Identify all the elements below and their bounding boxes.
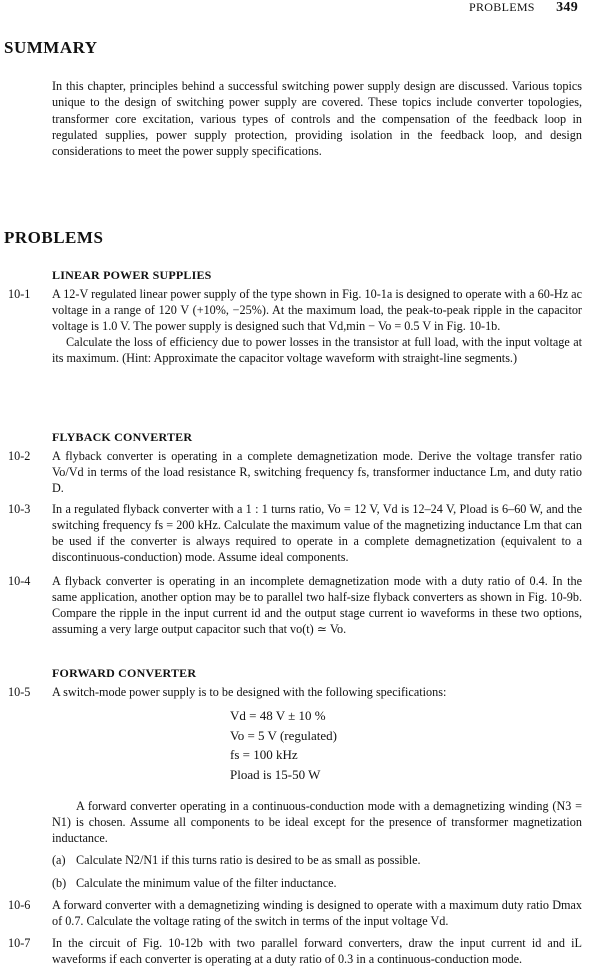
problem-10-6 — [8, 897, 582, 929]
problem-number: 10-5 — [8, 685, 31, 699]
problem-10-7 — [8, 935, 582, 967]
problem-number: 10-6 — [8, 898, 31, 912]
problem-10-5-continued: A forward converter operating in a continuous-conduction mode with a demagnetizing winding (N3 = N1) is chosen. Assume all components to be ideal except for the presence of transformer magnetization inductance. — [52, 799, 582, 845]
problem-10-2 — [8, 448, 582, 496]
problem-text: A switch-mode power supply is to be designed with the following specifications: — [52, 685, 447, 699]
spec-line: Vd = 48 V ± 10 % — [230, 708, 326, 723]
problem-10-5 — [8, 684, 582, 700]
problem-text: In the circuit of Fig. 10-12b with two parallel forward converters, draw the input current id and iL waveforms if each converter is operating at a duty ratio of 0.3 in a continuous-conduction mode. — [52, 936, 582, 966]
problem-number: 10-7 — [8, 936, 31, 950]
problem-text-continued: Calculate the loss of efficiency due to power losses in the transistor at full load, with the input voltage at its maximum. (Hint: Approximate the capacitor voltage waveform with straight-line segments.) — [52, 335, 582, 365]
spec-line: Vo = 5 V (regulated) — [230, 727, 337, 743]
spec-list — [230, 706, 430, 784]
running-header — [469, 0, 578, 16]
problem-number: 10-3 — [8, 502, 31, 516]
section-forward-title: FORWARD CONVERTER — [52, 666, 197, 680]
section-linear-title: LINEAR POWER SUPPLIES — [52, 268, 212, 282]
part-text: Calculate N2/N1 if this turns ratio is desired to be as small as possible. — [76, 853, 421, 867]
problem-10-1 — [8, 286, 582, 366]
problem-text: In a regulated flyback converter with a 1 : 1 turns ratio, Vo = 12 V, Vd is 12–24 V, Pload is 6–60 W, and the switching frequency fs = 200 kHz. Calculate the maximum value of the magnetizing inductance Lm that can be used if the converter is always required to operate in a complete demagnetization (equivalent to a discontinuous-conduction) mode. Assume ideal components. — [52, 502, 582, 564]
section-flyback-title: FLYBACK CONVERTER — [52, 430, 193, 444]
problem-10-4 — [8, 573, 582, 637]
problem-10-5-part-a — [52, 852, 582, 868]
problem-text: A 12-V regulated linear power supply of the type shown in Fig. 10-1a is designed to operate with a 60-Hz ac voltage in a range of 120 V (+10%, −25%). At the maximum load, the peak-to-peak ripple in the capacitor voltage is 1.0 V. The power supply is designed such that Vd,min − Vo = 0.5 V in Fig. 10-1b. — [52, 287, 582, 333]
part-text: Calculate the minimum value of the filter inductance. — [76, 876, 337, 890]
summary-heading: SUMMARY — [4, 38, 98, 57]
spec-line: Pload is 15-50 W — [230, 766, 321, 782]
problem-number: 10-4 — [8, 574, 31, 588]
header-section: PROBLEMS — [469, 0, 535, 14]
problem-number: 10-1 — [8, 287, 31, 301]
problem-text: A forward converter with a demagnetizing winding is designed to operate with a maximum duty ratio Dmax of 0.7. Calculate the voltage rating of the switch in terms of the input voltage Vd. — [52, 898, 582, 928]
part-label: (b) — [52, 876, 67, 890]
problem-text: A flyback converter is operating in a complete demagnetization mode. Derive the voltage transfer ratio Vo/Vd in terms of the load resistance R, switching frequency fs, transformer inductance Lm, and duty ratio D. — [52, 449, 582, 495]
problem-10-5-part-b — [52, 875, 582, 891]
problem-number: 10-2 — [8, 449, 31, 463]
problems-heading: PROBLEMS — [4, 228, 104, 247]
spec-line: fs = 100 kHz — [230, 747, 298, 762]
summary-text: In this chapter, principles behind a successful switching power supply design are discussed. Various topics unique to the design of switching power supply are covered. These topics include converter topologies, transformer core excitation, various types of controls and the compensation of the feedback loop in regulated supplies, power supply protection, providing isolation in the feedback loop, and design considerations to meet the power supply specifications. — [52, 79, 582, 159]
problem-10-3 — [8, 501, 582, 565]
page-number: 349 — [556, 0, 578, 15]
part-label: (a) — [52, 853, 66, 867]
problem-text: A flyback converter is operating in an incomplete demagnetization mode with a duty ratio of 0.4. In the same application, another option may be to parallel two half-size flyback converters as shown in Fig. 10-9b. Compare the ripple in the input current id and the output stage current io waveforms in these two options, assuming a very large output capacitor such that vo(t) ≃ Vo. — [52, 574, 582, 636]
